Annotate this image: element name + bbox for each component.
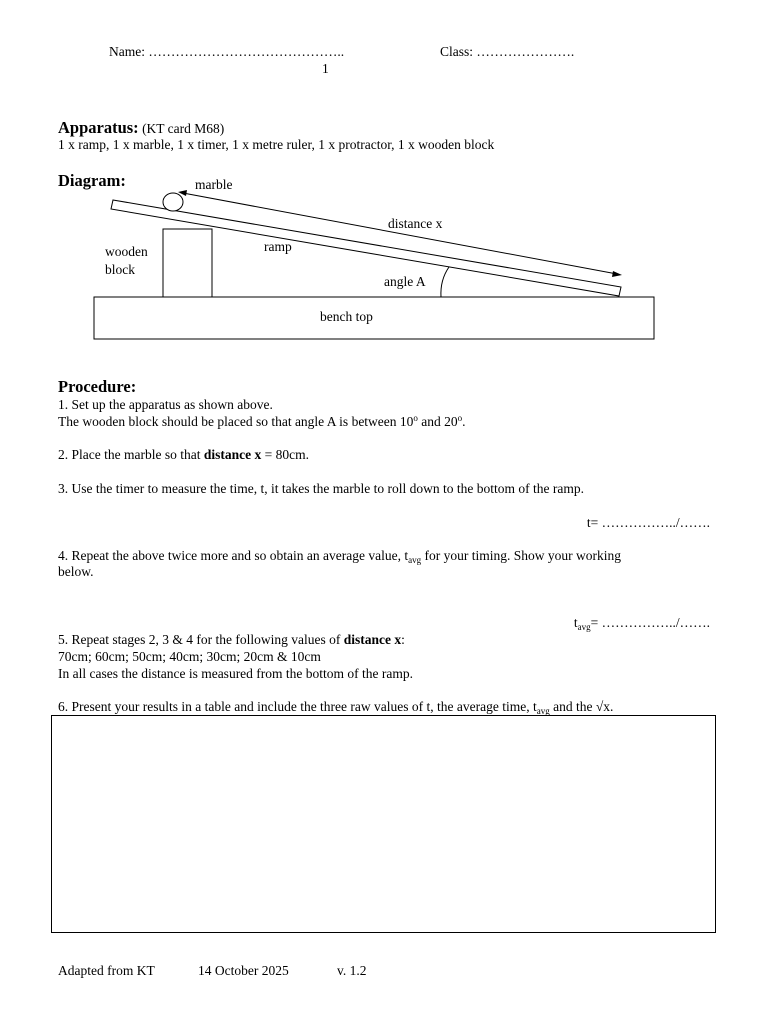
step-5-line-2: 70cm; 60cm; 50cm; 40cm; 30cm; 20cm & 10cm: [58, 649, 321, 664]
tavg-t: t: [573, 615, 578, 630]
tavg-rest: = ……………../…….: [590, 615, 710, 630]
degree-symbol-1: o: [413, 413, 418, 423]
step-3: 3. Use the timer to measure the time, t, it takes the marble to roll down to the bottom of the ramp.: [58, 481, 584, 496]
ramp-diagram: [0, 170, 768, 350]
step-4-line-1: [58, 548, 621, 565]
step-2-text-a: 2. Place the marble so that: [58, 447, 204, 462]
distance-label: distance x: [388, 216, 443, 231]
bench-top: [94, 297, 654, 339]
step-2-text-b: = 80cm.: [261, 447, 309, 462]
step-5-line-1: [58, 632, 405, 648]
step-5-text-a: 5. Repeat stages 2, 3 & 4 for the following values of: [58, 632, 344, 647]
class-field-label: Class: ………………….: [440, 44, 575, 59]
angle-label: angle A: [384, 274, 426, 289]
step-1-text-c: .: [462, 414, 466, 429]
step-6-text-a: 6. Present your results in a table and include the three raw values of t, the average time, t: [58, 699, 537, 714]
apparatus-heading: Apparatus:: [58, 118, 139, 137]
marble: [163, 193, 183, 211]
wooden-block: [163, 229, 212, 297]
step-4-text-b: for your timing. Show your working: [421, 548, 621, 563]
name-field-label: Name: ……………………………………..: [109, 44, 345, 59]
block-label-line1: wooden: [105, 244, 148, 259]
step-1-text-a: The wooden block should be placed so that angle A is between 10: [58, 414, 414, 429]
apparatus-list: 1 x ramp, 1 x marble, 1 x timer, 1 x metre ruler, 1 x protractor, 1 x wooden block: [58, 137, 495, 152]
step-4-subscript: avg: [408, 555, 422, 565]
step-5-line-3: In all cases the distance is measured from the bottom of the ramp.: [58, 666, 414, 681]
step-6-text-b: and the √x.: [549, 699, 614, 714]
step-6: [58, 699, 613, 716]
footer-version: v. 1.2: [337, 963, 367, 978]
bench-label: bench top: [320, 309, 373, 324]
distance-arrow-head-down: [612, 271, 622, 277]
ramp-label: ramp: [264, 239, 292, 254]
distance-arrow-line: [183, 193, 617, 274]
angle-arc: [441, 267, 449, 297]
results-table-box[interactable]: [51, 715, 716, 933]
apparatus-note: (KT card M68): [142, 121, 225, 136]
step-2: [58, 447, 309, 463]
apparatus-section: [58, 118, 224, 138]
block-label-line2: block: [105, 262, 135, 277]
footer-date: 14 October 2025: [198, 963, 289, 978]
step-5-bold: distance x: [343, 632, 402, 647]
marble-label: marble: [195, 177, 233, 192]
step-6-subscript: avg: [536, 706, 550, 716]
ramp: [111, 200, 621, 296]
procedure-heading: Procedure:: [58, 377, 137, 396]
footer-source: Adapted from KT: [58, 963, 155, 978]
step-2-bold: distance x: [203, 447, 262, 462]
diagram-heading: Diagram:: [58, 171, 126, 190]
step-1-line-1: 1. Set up the apparatus as shown above.: [58, 397, 273, 412]
degree-symbol-2: o: [457, 413, 463, 423]
step-4-line-2: below.: [58, 564, 94, 579]
step-4-text-a: 4. Repeat the above twice more and so obtain an average value, t: [58, 548, 409, 563]
t-answer-blank: t= ……………../…….: [586, 515, 710, 530]
tavg-subscript: avg: [577, 622, 591, 632]
step-1-line-2: [58, 413, 466, 430]
tavg-answer-blank: [574, 615, 710, 632]
page-number: 1: [322, 61, 329, 76]
step-5-text-b: :: [401, 632, 405, 647]
step-1-text-b: and 20: [417, 414, 458, 429]
